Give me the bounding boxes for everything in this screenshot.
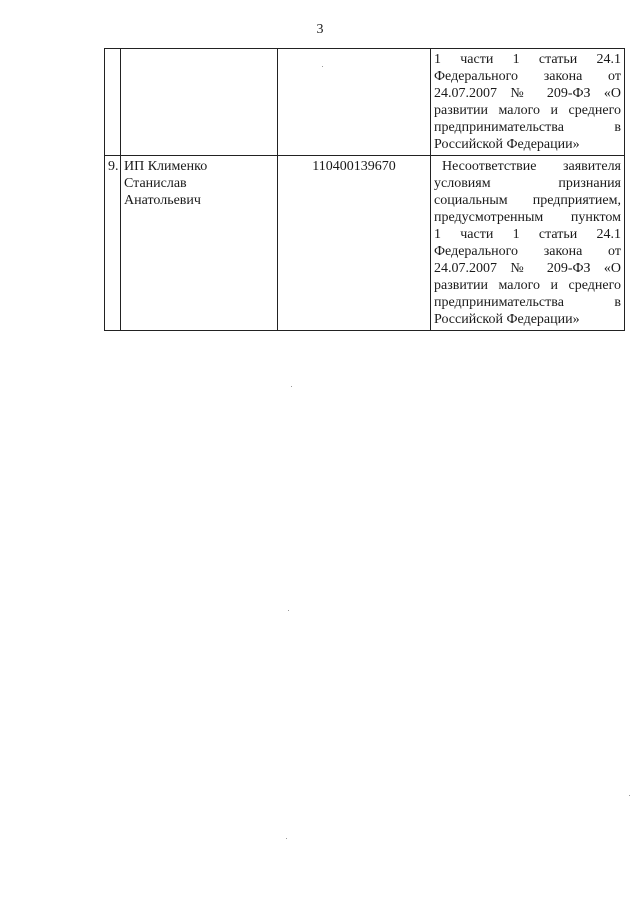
row-number-cell: 9. xyxy=(105,156,121,331)
applicants-table xyxy=(104,48,625,331)
scan-speck xyxy=(322,66,323,67)
reason-line: Российской Федерации» xyxy=(434,312,580,327)
applicant-name-cell xyxy=(121,49,278,156)
reason-line: Федерального закона от xyxy=(434,69,621,84)
reason-cell xyxy=(431,156,625,331)
page-number: 3 xyxy=(316,22,324,37)
reason-line: развитии малого и среднего xyxy=(434,278,621,293)
scan-speck xyxy=(291,386,292,387)
reason-line: Несоответствие заявителя xyxy=(442,159,621,174)
scan-speck xyxy=(629,795,630,796)
scan-speck xyxy=(286,838,287,839)
reason-line: Федерального закона от xyxy=(434,244,621,259)
reason-line: условиям признания xyxy=(434,176,621,191)
reason-line: Российской Федерации» xyxy=(434,137,580,152)
table-row xyxy=(105,156,625,331)
reason-line: предусмотренным пунктом xyxy=(434,210,621,225)
applicant-name-line: Анатольевич xyxy=(124,193,201,208)
inn-cell: 110400139670 xyxy=(278,156,431,331)
reason-line: 24.07.2007 № 209-ФЗ «О xyxy=(434,86,621,101)
inn-cell xyxy=(278,49,431,156)
applicant-name-line: ИП Клименко xyxy=(124,159,208,174)
table-row-continued xyxy=(105,49,625,156)
reason-cell xyxy=(431,49,625,156)
reason-line: 1 части 1 статьи 24.1 xyxy=(434,52,621,67)
applicant-name-cell xyxy=(121,156,278,331)
reason-line: 1 части 1 статьи 24.1 xyxy=(434,227,621,242)
reason-line: предпринимательства в xyxy=(434,120,621,135)
scan-speck xyxy=(288,610,289,611)
reason-line: 24.07.2007 № 209-ФЗ «О xyxy=(434,261,621,276)
reason-line: развитии малого и среднего xyxy=(434,103,621,118)
row-number-cell xyxy=(105,49,121,156)
reason-line: социальным предприятием, xyxy=(434,193,621,208)
reason-line: предпринимательства в xyxy=(434,295,621,310)
applicant-name-line: Станислав xyxy=(124,176,187,191)
